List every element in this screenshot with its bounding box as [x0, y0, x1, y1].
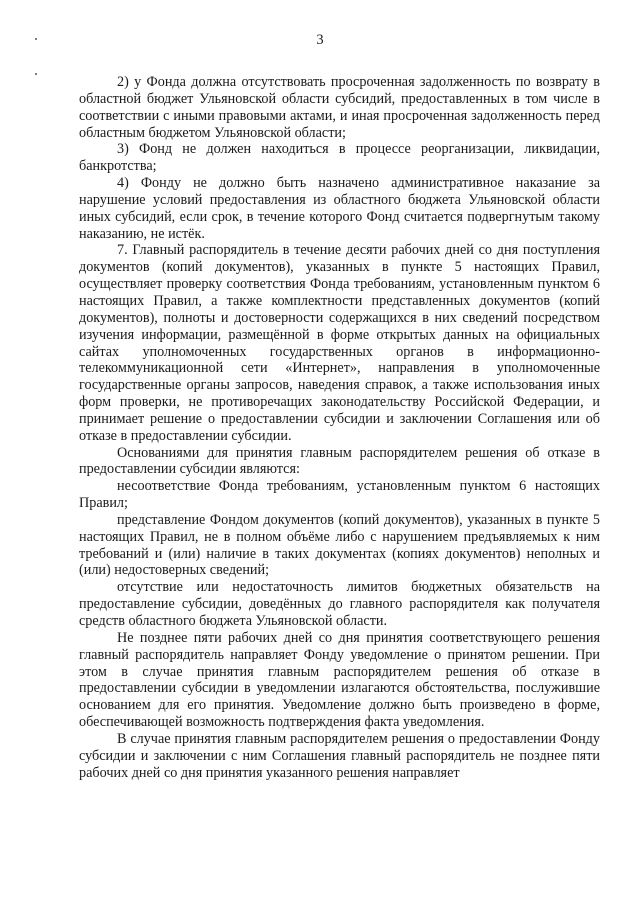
paragraph-ground-noncompliance: несоответствие Фонда требованиям, установленным пунктом 6 настоящих Правил; [79, 478, 600, 512]
paragraph-condition-3: 3) Фонд не должен находиться в процессе реорганизации, ликвидации, банкротства; [79, 141, 600, 175]
paragraph-ground-limits: отсутствие или недостаточность лимитов бюджетных обязательств на предоставление субсидии, доведённых до главного распорядителя как получателя средств областного бюджета Ульяновской области. [79, 579, 600, 629]
paragraph-condition-2: 2) у Фонда должна отсутствовать просроченная задолженность по возврату в областной бюджет Ульяновской области субсидий, предоставленных в том числе в соответствии с иными правовыми актами, и иная просроченная задолженность перед областным бюджетом Ульяновской области; [79, 74, 600, 141]
scan-mark-middle [35, 73, 37, 75]
paragraph-notification: Не позднее пяти рабочих дней со дня принятия соответствующего решения главный распорядитель направляет Фонду уведомление о принятом решении. При этом в случае принятия главным распорядителем решения об отказе в предоставлении субсидии в уведомлении излагаются обстоятельства, послужившие основанием для его принятия. Уведомление должно быть произведено в форме, обеспечивающей возможность подтверждения факта уведомления. [79, 629, 600, 731]
paragraph-clause-7: 7. Главный распорядитель в течение десяти рабочих дней со дня поступления документов (копий документов), указанных в пункте 5 настоящих Правил, осуществляет проверку соответствия Фонда требованиям, установленным пунктом 6 настоящих Правил, а также комплектности представленных документов (копий документов), полноты и достоверности содержащихся в них сведений посредством изучения информации, размещённой в форме открытых данных на официальных сайтах уполномоченных государственных органов в информационно-телекоммуникационной сети «Интернет», направления в уполномоченные государственные органы запросов, наведения справок, а также использования иных форм проверки, не противоречащих законодательству Российской Федерации, и принимает решение о предоставлении субсидии и заключении Соглашения или об отказе в предоставлении субсидии. [79, 242, 600, 444]
paragraph-condition-4: 4) Фонду не должно быть назначено административное наказание за нарушение условий предоставления из областного бюджета Ульяновской области иных субсидий, если срок, в течение которого Фонд считается подвергнутым такому наказанию, не истёк. [79, 175, 600, 242]
page-number: 3 [316, 32, 324, 48]
paragraph-refusal-grounds: Основаниями для принятия главным распорядителем решения об отказе в предоставлении субсидии являются: [79, 444, 600, 478]
paragraph-ground-documents: представление Фондом документов (копий документов), указанных в пункте 5 настоящих Правил, не в полном объёме либо с нарушением предъявляемых к ним требований и (или) наличие в таких документах (копиях документов) неполных и (или) недостоверных сведений; [79, 511, 600, 579]
document-body [79, 74, 600, 781]
paragraph-agreement: В случае принятия главным распорядителем решения о предоставлении Фонду субсидии и заключении с ним Соглашения главный распорядитель не позднее пяти рабочих дней со дня принятия указанного решения направляет [79, 730, 600, 781]
